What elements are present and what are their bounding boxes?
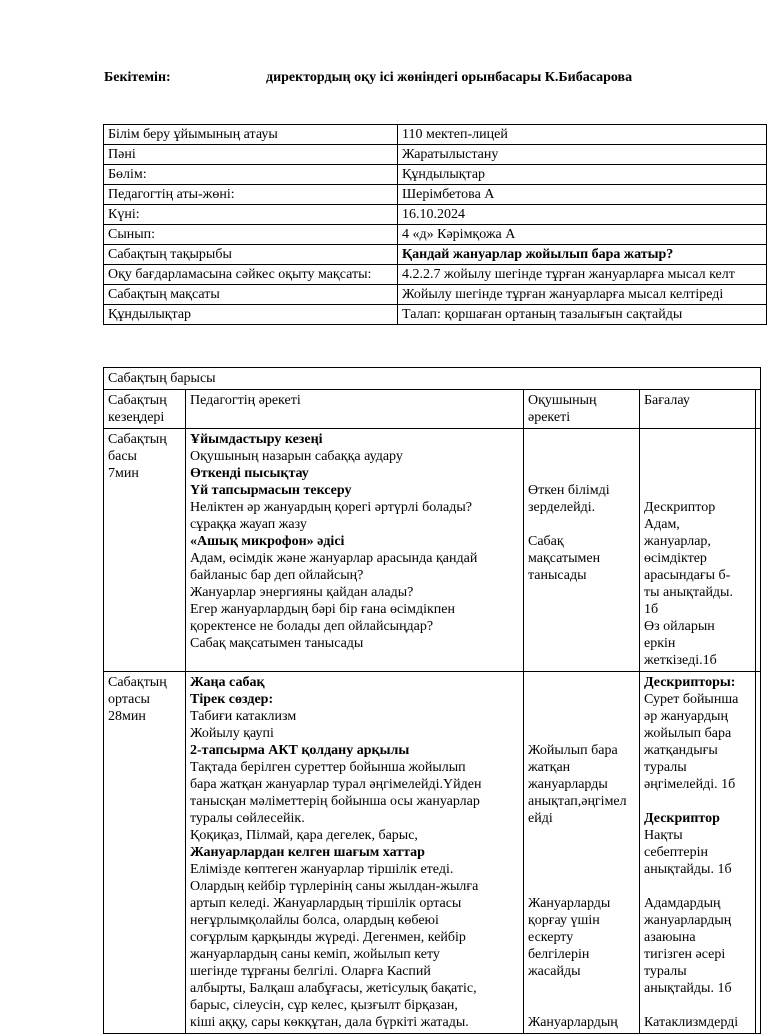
lesson-header-row (104, 390, 761, 429)
cell-line (644, 793, 751, 810)
info-label: Құндылықтар (104, 305, 398, 325)
cell-line: Дескриптор (644, 500, 716, 515)
lesson-progress-row (104, 368, 761, 390)
cell-line: артып келеді. Жануарлардың тіршілік ортасы (190, 896, 462, 911)
info-label: Сабақтың тақырыбы (104, 245, 398, 265)
cell-line: ортасы (108, 692, 150, 707)
cell-line: 7мин (108, 466, 139, 481)
cell-line: Сабақ мақсатымен танысады (190, 636, 364, 651)
cell-line (528, 980, 635, 997)
cell-line: Нақты (644, 828, 683, 843)
cell-line: Жануарлардан келген шағым хаттар (190, 845, 425, 860)
cell-line: Сабақтың (108, 432, 167, 447)
cell-line: «Ашық микрофон» әдісі (190, 534, 345, 549)
stage-middle-assessment (640, 672, 756, 1034)
cell-line: әңгімелейді. 1б (644, 777, 736, 792)
info-value: 4.2.2.7 жойылу шегінде тұрған жануарларға мысал келт (398, 265, 767, 285)
cell-line (528, 708, 635, 725)
cell-line: қорғау үшін (528, 913, 600, 928)
cell-line: Табиғи катаклизм (190, 709, 297, 724)
cell-line: азаюына (644, 930, 696, 945)
cell-line: жануарлардың (644, 913, 732, 928)
cell-line: анықтап,әңгімел (528, 794, 627, 809)
info-label: Педагогтің аты-жөні: (104, 185, 398, 205)
cell-line: Катаклизмдерді (644, 1015, 739, 1030)
cell-line: белгілерін (528, 947, 590, 962)
header-spacer (756, 390, 761, 429)
cell-line: Жаңа сабақ (190, 675, 265, 690)
cell-line: Елімізде көптеген жануарлар тіршілік етеді. (190, 862, 454, 877)
info-row (104, 165, 767, 185)
stage-begin-cell (104, 429, 186, 672)
cell-line: 28мин (108, 709, 146, 724)
cell-line: жануарлар, (644, 534, 711, 549)
info-label: Сабақтың мақсаты (104, 285, 398, 305)
cell-line: Оқушының назарын сабаққа аудару (190, 449, 403, 464)
cell-line: 1б (644, 602, 659, 617)
cell-line: Жануарлар энергияны қайдан алады? (190, 585, 414, 600)
stage-middle-student (524, 672, 640, 1034)
info-value: 110 мектеп-лицей (398, 125, 767, 145)
cell-line (528, 465, 635, 482)
cell-line: Адамдардың (644, 896, 721, 911)
cell-line (528, 674, 635, 691)
info-row (104, 305, 767, 325)
cell-line: Жойылу қаупі (190, 726, 274, 741)
stage-begin-assessment (640, 429, 756, 672)
cell-line: Тақтада берілген суреттер бойынша жойылып (190, 760, 466, 775)
approval-line (104, 70, 633, 86)
cell-line: жеткізеді.1б (644, 653, 717, 668)
cell-line: анықтайды. 1б (644, 862, 732, 877)
cell-line: ейді (528, 811, 553, 826)
info-row (104, 145, 767, 165)
cell-line: жатқандығы (644, 743, 718, 758)
header-stage: Сабақтың кезеңдері (104, 390, 186, 429)
lesson-info-table (103, 124, 767, 325)
lesson-plan-table (103, 367, 761, 1034)
info-value: 16.10.2024 (398, 205, 767, 225)
approval-label: Бекітемін: (104, 70, 171, 85)
cell-line: танысқан мәліметтерің бойынша осы жануарлар (190, 794, 480, 809)
stage-middle-cell (104, 672, 186, 1034)
cell-line: тигізген әсері (644, 947, 726, 962)
cell-line: Дескрипторы: (644, 675, 736, 690)
cell-line: Тірек сөздер: (190, 692, 274, 707)
cell-line: Өткенді пысықтау (190, 466, 309, 481)
cell-line: арасындағы б- (644, 568, 731, 583)
cell-line: анықтайды. 1б (644, 981, 732, 996)
info-value: Жаратылыстану (398, 145, 767, 165)
info-label: Білім беру ұйымының атауы (104, 125, 398, 145)
info-label: Пәні (104, 145, 398, 165)
cell-line: неғұрлымқолайлы болса, олардың көбеюі (190, 913, 439, 928)
info-row (104, 245, 767, 265)
info-value: Жойылу шегінде тұрған жануарларға мысал келтіреді (398, 285, 767, 305)
cell-line (644, 465, 751, 482)
cell-line: Сабақ (528, 534, 564, 549)
cell-line: барыс, сілеусін, сұр келес, қызғылт бірқазан, (190, 998, 458, 1013)
stage-middle-teacher (186, 672, 524, 1034)
cell-line: өсімдіктер (644, 551, 707, 566)
cell-line: Үй тапсырмасын тексеру (190, 483, 352, 498)
info-row (104, 285, 767, 305)
info-row (104, 185, 767, 205)
cell-line: Егер жануарлардың бәрі бір ғана өсімдікпен (190, 602, 455, 617)
lesson-progress-title: Сабақтың барысы (104, 368, 761, 390)
cell-line: мақсатымен (528, 551, 601, 566)
cell-line (644, 448, 751, 465)
cell-line: сұраққа жауап жазу (190, 517, 307, 532)
cell-line: кіші аққу, сары көкқұтан, дала бүркіті жатады. (190, 1015, 469, 1030)
info-value: Құндылықтар (398, 165, 767, 185)
stage-begin-student (524, 429, 640, 672)
cell-line (528, 691, 635, 708)
cell-line: жануарларды (528, 777, 608, 792)
stage-begin-teacher (186, 429, 524, 672)
cell-line (528, 878, 635, 895)
info-label: Оқу бағдарламасына сәйкес оқыту мақсаты: (104, 265, 398, 285)
cell-line: Адам, (644, 517, 680, 532)
cell-line: Адам, өсімдік және жануарлар арасында қандай (190, 551, 478, 566)
header-teacher: Педагогтің әрекеті (186, 390, 524, 429)
cell-line: әр жануардың (644, 709, 728, 724)
cell-line: Жануарлардың (528, 1015, 618, 1030)
stage-begin-spacer (756, 429, 761, 672)
cell-line: ескерту (528, 930, 574, 945)
cell-line: бара жатқан жануарлар турал әңгімелейді.Үйден (190, 777, 482, 792)
cell-line (644, 997, 751, 1014)
cell-line: Қоқиқаз, Пілмай, қара дегелек, барыс, (190, 828, 418, 843)
cell-line: Олардың кейбір түрлерінің саны жылдан-жылға (190, 879, 479, 894)
cell-line: ты анықтайды. (644, 585, 733, 600)
cell-line (528, 997, 635, 1014)
info-row (104, 205, 767, 225)
info-value: Шерімбетова А (398, 185, 767, 205)
stage-middle-spacer (756, 672, 761, 1034)
cell-line (644, 431, 751, 448)
cell-line: Өткен білімді (528, 483, 610, 498)
cell-line: соғұрлым қарқынды жүреді. Дегенмен, кейбір (190, 930, 466, 945)
cell-line (528, 827, 635, 844)
cell-line: Жойылып бара (528, 743, 618, 758)
cell-line: зерделейді. (528, 500, 596, 515)
cell-line (528, 861, 635, 878)
cell-line: жануарлардың саны кеміп, жойылып кету (190, 947, 440, 962)
info-row (104, 125, 767, 145)
info-label: Бөлім: (104, 165, 398, 185)
stage-begin-row (104, 429, 761, 672)
info-label: Сынып: (104, 225, 398, 245)
cell-line: шегінде тұрғаны белгілі. Оларға Каспий (190, 964, 431, 979)
cell-line: Сурет бойынша (644, 692, 739, 707)
cell-line: Ұйымдастыру кезеңі (190, 432, 323, 447)
info-value: 4 «д» Кәрімқожа А (398, 225, 767, 245)
cell-line (528, 431, 635, 448)
info-value: Талап: қоршаған ортаның тазалығын сақтайды (398, 305, 767, 325)
cell-line (644, 482, 751, 499)
cell-line: Өз ойларын (644, 619, 715, 634)
cell-line: албырты, Балқаш алабұғасы, жетісулық бақатіс, (190, 981, 477, 996)
cell-line: туралы сөйлесейік. (190, 811, 305, 826)
cell-line: себептерін (644, 845, 708, 860)
cell-line (528, 448, 635, 465)
info-label: Күні: (104, 205, 398, 225)
info-value: Қандай жануарлар жойылып бара жатыр? (398, 245, 767, 265)
cell-line: басы (108, 449, 137, 464)
header-student: Оқушының әрекеті (524, 390, 640, 429)
info-row (104, 265, 767, 285)
cell-line: Жануарларды (528, 896, 611, 911)
cell-line (528, 725, 635, 742)
cell-line: қоректенсе не болады деп ойлайсыңдар? (190, 619, 434, 634)
cell-line: байланыс бар деп ойлайсың? (190, 568, 364, 583)
info-row (104, 225, 767, 245)
cell-line (528, 844, 635, 861)
cell-line: 2-тапсырма АКТ қолдану арқылы (190, 743, 410, 758)
cell-line: жойылып бара (644, 726, 732, 741)
approver-name: директордың оқу ісі жөніндегі орынбасары К.Бибасарова (266, 70, 633, 85)
cell-line: Дескриптор (644, 811, 720, 826)
cell-line: танысады (528, 568, 587, 583)
cell-line: туралы (644, 964, 687, 979)
cell-line: Сабақтың (108, 675, 167, 690)
cell-line: жатқан (528, 760, 571, 775)
stage-middle-row (104, 672, 761, 1034)
cell-line (528, 516, 635, 533)
cell-line: туралы (644, 760, 687, 775)
cell-line (644, 878, 751, 895)
header-assessment: Бағалау (640, 390, 756, 429)
cell-line: еркін (644, 636, 676, 651)
cell-line: жасайды (528, 964, 581, 979)
cell-line: Неліктен әр жануардың қорегі әртүрлі болады? (190, 500, 472, 515)
